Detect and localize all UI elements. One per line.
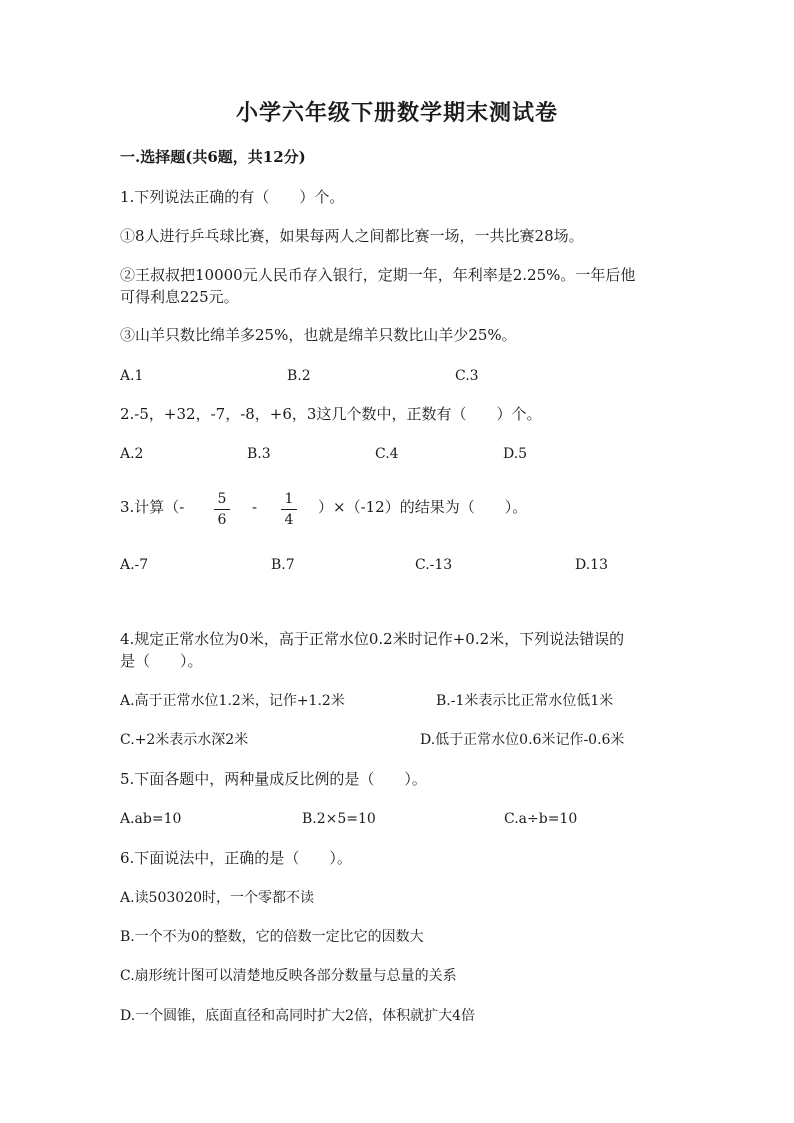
question-6-option-a[interactable]: A.读503020时，一个零都不读 [120, 890, 315, 906]
question-1-statement-1: ①8人进行乒乓球比赛，如果每两人之间都比赛一场，一共比赛28场。 [120, 227, 584, 245]
question-4-option-c[interactable]: C.+2米表示水深2米 [120, 732, 249, 748]
question-5-option-c[interactable]: C.a÷b=10 [504, 811, 578, 827]
question-2-stem: 2.-5，+32，-7，-8，+6，3这几个数中，正数有（ ）个。 [120, 405, 542, 423]
question-1-statement-3: ③山羊只数比绵羊多25%，也就是绵羊只数比山羊少25%。 [120, 326, 517, 344]
question-6-option-b[interactable]: B.一个不为0的整数，它的倍数一定比它的因数大 [120, 929, 424, 945]
question-3-option-d[interactable]: D.13 [575, 557, 608, 573]
question-2-option-d[interactable]: D.5 [503, 446, 528, 462]
question-3-option-a[interactable]: A.-7 [120, 557, 149, 573]
question-6-option-c[interactable]: C.扇形统计图可以清楚地反映各部分数量与总量的关系 [120, 968, 457, 984]
question-2-option-c[interactable]: C.4 [375, 446, 399, 462]
question-4-option-d[interactable]: D.低于正常水位0.6米记作-0.6米 [420, 732, 625, 748]
question-3-option-c[interactable]: C.-13 [415, 557, 453, 573]
fraction-2-denominator: 4 [284, 512, 294, 528]
question-3-fraction-2 [281, 490, 297, 529]
question-4-stem-line-1: 4.规定正常水位为0米，高于正常水位0.2米时记作+0.2米，下列说法错误的 [120, 630, 625, 648]
question-3-stem-prefix: 3.计算（- [120, 498, 185, 516]
fraction-1-denominator: 6 [217, 512, 227, 528]
question-2-option-b[interactable]: B.3 [247, 446, 271, 462]
question-3-minus-sign: - [252, 498, 258, 516]
question-1-statement-2-line-1: ②王叔叔把10000元人民币存入银行，定期一年，年利率是2.25%。一年后他 [120, 266, 636, 284]
fraction-2-numerator: 1 [284, 491, 294, 507]
question-3-stem-suffix: ）×（-12）的结果为（ ）。 [318, 498, 528, 516]
question-6-stem: 6.下面说法中，正确的是（ ）。 [120, 849, 352, 867]
section-heading: 一.选择题(共6题，共12分) [120, 148, 306, 166]
question-5-option-a[interactable]: A.ab=10 [120, 811, 182, 827]
question-1-stem: 1.下列说法正确的有（ ）个。 [120, 188, 345, 206]
question-4-option-b[interactable]: B.-1米表示比正常水位低1米 [436, 693, 614, 709]
question-3-option-b[interactable]: B.7 [271, 557, 295, 573]
question-2-option-a[interactable]: A.2 [120, 446, 144, 462]
question-1-option-a[interactable]: A.1 [120, 368, 144, 384]
page-title: 小学六年级下册数学期末测试卷 [235, 100, 558, 126]
question-3-fraction-1 [214, 490, 230, 529]
fraction-2-bar [281, 509, 297, 510]
question-5-option-b[interactable]: B.2×5=10 [302, 811, 376, 827]
question-1-statement-2-line-2: 可得利息225元。 [120, 288, 239, 306]
question-4-option-a[interactable]: A.高于正常水位1.2米，记作+1.2米 [120, 693, 345, 709]
fraction-1-numerator: 5 [217, 491, 227, 507]
question-6-option-d[interactable]: D.一个圆锥，底面直径和高同时扩大2倍，体积就扩大4倍 [120, 1008, 475, 1024]
question-1-option-b[interactable]: B.2 [287, 368, 311, 384]
question-1-option-c[interactable]: C.3 [455, 368, 479, 384]
fraction-1-bar [214, 509, 230, 510]
question-5-stem: 5.下面各题中，两种量成反比例的是（ ）。 [120, 770, 427, 788]
question-4-stem-line-2: 是（ ）。 [120, 652, 203, 670]
